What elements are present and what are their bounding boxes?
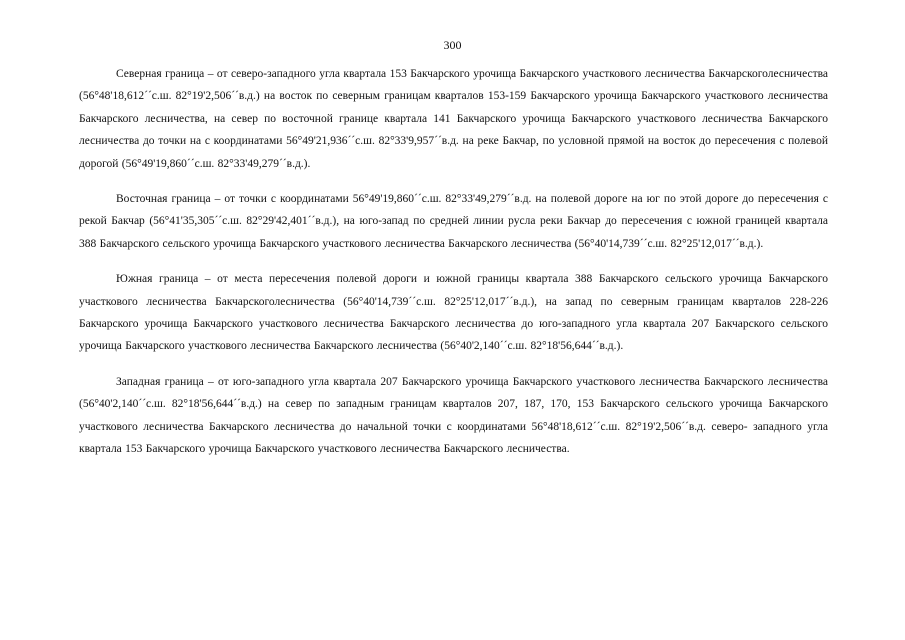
paragraph-east-boundary: Восточная граница – от точки с координатами 56°49'19,860´´с.ш. 82°33'49,279´´в.д. на полевой дороге на юг по этой дороге до пересечения с рекой Бакчар (56°41'35,305´´с.ш. 82°29'42,401´´в.д.), на юго-запад по средней линии русла реки Бакчар до пересечения с южной границей квартала 388 Бакчарского сельского урочища Бакчарского участкового лесничества Бакчарского лесничества (56°40'14,739´´с.ш. 82°25'12,017´´в.д.). <box>79 193 828 250</box>
page-number: 300 <box>443 38 462 52</box>
paragraph-south-boundary: Южная граница – от места пересечения полевой дороги и южной границы квартала 388 Бакчарского сельского урочища Бакчарского участкового лесничества Бакчарскоголесничества (56°40'14,739´´с.ш. 82°25'12,017´´в.д.), на запад по северным границам кварталов 228-226 Бакчарского урочища Бакчарского участкового лесничества Бакчарского лесничества до юго-западного угла квартала 207 Бакчарского сельского урочища Бакчарского участкового лесничества Бакчарского лесничества (56°40'2,140´´с.ш. 82°18'56,644´´в.д.). <box>79 273 828 353</box>
paragraph-west-boundary: Западная граница – от юго-западного угла квартала 207 Бакчарского урочища Бакчарского участкового лесничества Бакчарского лесничества (56°40'2,140´´с.ш. 82°18'56,644´´в.д.) на север по западным границам кварталов 207, 187, 170, 153 Бакчарского сельского урочища Бакчарского участкового лесничества Бакчарского лесничества до начальной точки с координатами 56°48'18,612´´с.ш. 82°19'2,506´´в.д. северо- западного угла квартала 153 Бакчарского урочища Бакчарского участкового лесничества Бакчарского лесничества. <box>79 375 828 456</box>
document-body <box>79 63 828 474</box>
paragraph-north-boundary: Северная граница – от северо-западного угла квартала 153 Бакчарского урочища Бакчарского участкового лесничества Бакчарскоголесничества (56°48'18,612´´с.ш. 82°19'2,506´´в.д.) на восток по северным границам кварталов 153-159 Бакчарского урочища Бакчарского участкового лесничества Бакчарского лесничества, на север по восточной границе квартала 141 Бакчарского урочища Бакчарского участкового лесничества Бакчарского лесничества до точки на с координатами 56°49'21,936´´с.ш. 82°33'9,957´´в.д. на реке Бакчар, по условной прямой на восток до пересечения с полевой дорогой (56°49'19,860´´с.ш. 82°33'49,279´´в.д.). <box>79 68 828 170</box>
